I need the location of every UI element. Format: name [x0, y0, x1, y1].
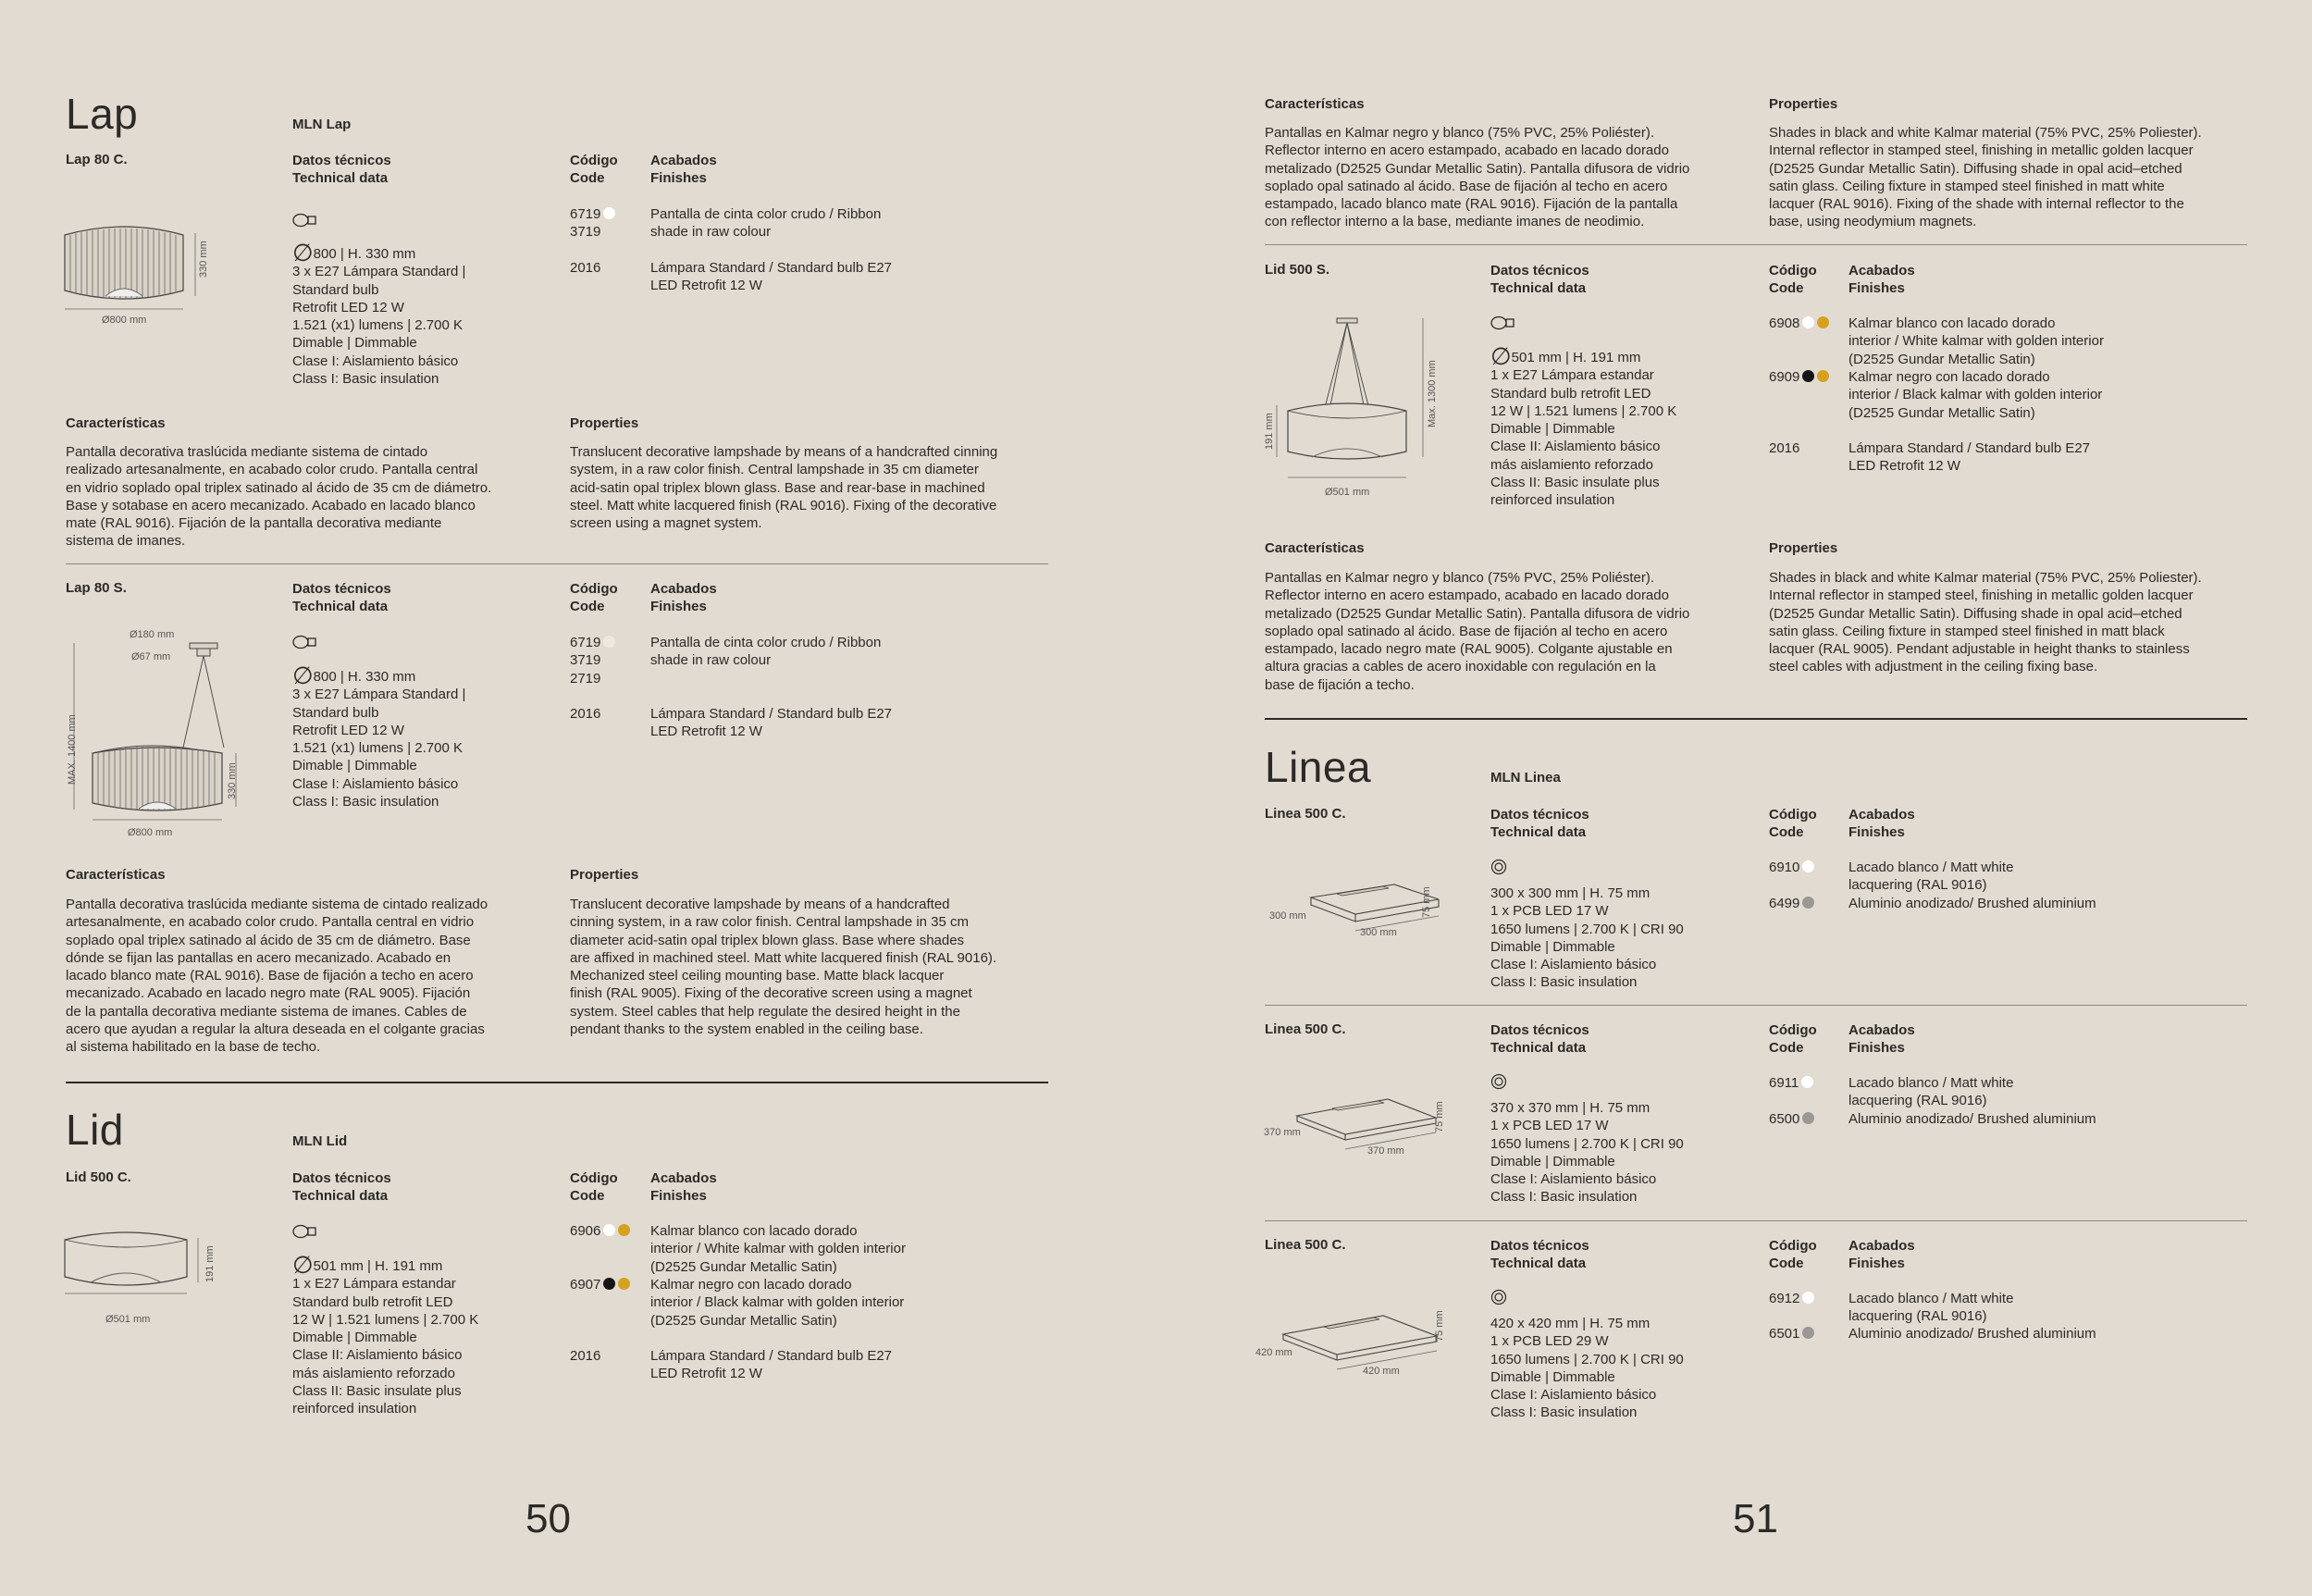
- specs-block: ∅800 | H. 330 mm 3 x E27 Lámpara Standard | Standard bulb Retrofit LED 12 W 1.521 (x1) lumens | 2.700 K Dimable | Dimmable Clase I: Aislamiento básico Class I: Basic insulation: [292, 239, 466, 388]
- finish-bulb: Lámpara Standard / Standard bulb E27 LED Retrofit 12 W: [650, 1348, 893, 1382]
- divider: [1265, 244, 2247, 245]
- code-row-2: 6907: [570, 1276, 630, 1293]
- variant-lap-80-s: Lap 80 S.: [66, 580, 127, 596]
- swatch-gold: [1817, 370, 1829, 382]
- swatch-white: [1802, 1292, 1814, 1304]
- collection-label-lap: MLN Lap: [292, 117, 352, 132]
- tech-header: Datos técnicos Technical data: [292, 581, 391, 615]
- properties-header: Properties: [570, 415, 639, 431]
- dim-h: 75 mm: [1434, 1310, 1445, 1342]
- code-row-2: 6909: [1769, 368, 1829, 386]
- collection-label-lid: MLN Lid: [292, 1133, 348, 1149]
- code-header: Código Code: [570, 153, 618, 187]
- code-header: Código Code: [1769, 263, 1817, 297]
- section-divider: [66, 1082, 1048, 1083]
- properties-header: Properties: [1769, 540, 1838, 556]
- dim-height: 191 mm: [204, 1245, 216, 1282]
- bulb-icon: [292, 1224, 320, 1239]
- bulb-icon: [292, 213, 320, 228]
- code-row-1: 6908: [1769, 315, 1829, 332]
- code-row-1: 6719 3719: [570, 205, 615, 241]
- section-divider: [1265, 718, 2247, 720]
- family-title-lap: Lap: [66, 90, 139, 138]
- properties-text: Shades in black and white Kalmar material (75% PVC, 25% Poliester). Internal reflector in stamped steel, finishing in metallic golden lacquer (D2525 Gundar Metallic Satin). Diffusing shade in opal acid–etched satin glass. Ceiling fixture in stamped steel finished in matt white lacquer (RAL 9016). Fixing of the shade with internal reflector to the base, using neodymium magnets.: [1769, 125, 2202, 230]
- divider: [66, 563, 1048, 564]
- properties-header: Properties: [570, 867, 639, 883]
- specs-block: ∅501 mm | H. 191 mm 1 x E27 Lámpara estandar Standard bulb retrofit LED 12 W | 1.521 lumens | 2.700 K Dimable | Dimmable Clase II: Aislamiento básico más aislamiento reforzado Class II: Basic insulate plus reinforced insulation: [292, 1251, 479, 1417]
- code-header: Código Code: [570, 581, 618, 615]
- specs-block: 370 x 370 mm | H. 75 mm 1 x PCB LED 17 W 1650 lumens | 2.700 K | CRI 90 Dimable | Dimmable Clase I: Aislamiento básico Class I: Basic insulation: [1490, 1100, 1684, 1206]
- swatch-cream: [603, 636, 615, 648]
- dim-top: Ø180 mm: [130, 629, 175, 640]
- characteristics-header: Características: [66, 867, 166, 883]
- tech-header: Datos técnicos Technical data: [292, 1170, 391, 1205]
- swatch-white: [603, 1224, 615, 1236]
- dim-b: 420 mm: [1363, 1366, 1400, 1377]
- code-row-1: 6719 3719 2719: [570, 634, 615, 687]
- swatch-gold: [618, 1224, 630, 1236]
- finish-row-1: Pantalla de cinta color crudo / Ribbon shade in raw colour: [650, 635, 882, 669]
- led-icon: [1490, 1073, 1507, 1090]
- code-bulb: 2016: [570, 1348, 601, 1364]
- dim-height: 330 mm: [198, 241, 209, 278]
- properties-text: Translucent decorative lampshade by means of a handcrafted cinning system, in a raw color finish. Central lampshade in 35 cm diameter acid-satin opal triplex blown glass. Base where shades are affixed in machined steel. Matt white lacquered finish (RAL 9016). Mechanized steel ceiling mounting base. Matte black lacquer finish (RAL 9005). Fixing of the decorative screen using a magnet system. Steel cables that help regulate the desired height in the pendant thanks to the system enabled in the ceiling base.: [570, 897, 997, 1038]
- characteristics-text: Pantallas en Kalmar negro y blanco (75% PVC, 25% Poliéster). Reflector interno en acero estampado, acabado en lacado dorado metalizado (D2525 Gundar Metallic Satin). Pantalla difusora de vidrio soplado opal satinado al ácido. Base de fijación al techo en acero estampado, lacado negro mate (RAL 9005). Colgante ajustable en altura gracias a cables de acero inoxidable con regulación en la base de fijación a techo.: [1265, 570, 1690, 693]
- page-number-right: 51: [1733, 1496, 1778, 1541]
- swatch-grey: [1802, 897, 1814, 909]
- finish-row-1: Pantalla de cinta color crudo / Ribbon shade in raw colour: [650, 206, 882, 241]
- variant-linea-500-c: Linea 500 C.: [1265, 1237, 1346, 1253]
- dim-mid: Ø67 mm: [131, 651, 171, 662]
- specs-block: 300 x 300 mm | H. 75 mm 1 x PCB LED 17 W 1650 lumens | 2.700 K | CRI 90 Dimable | Dimmable Clase I: Aislamiento básico Class I: Basic insulation: [1490, 885, 1684, 991]
- variant-linea-500-c: Linea 500 C.: [1265, 806, 1346, 822]
- tech-header: Datos técnicos Technical data: [1490, 263, 1589, 297]
- bulb-icon: [292, 635, 320, 650]
- tech-header: Datos técnicos Technical data: [1490, 1238, 1589, 1272]
- characteristics-text: Pantalla decorativa traslúcida mediante sistema de cintado realizado artesanalmente, en acabado color crudo. Pantalla central en vidrio soplado opal triplex satinado al ácido de 35 cm de diámetro. Base dónde se fijan las pantallas en acero mecanizado. Acabado en lacado blanco mate (RAL 9016). Base de fijación a techo en acero mecanizado. Acabado en lacado negro mate (RAL 9005). Fijación de la pantalla decorativa mediante sistema de imanes. Cables de acero que ayudan a regular la altura deseada en el colgante gracias al sistema habilitado en la base de techo.: [66, 897, 488, 1056]
- page-number-left: 50: [525, 1496, 571, 1541]
- variant-lid-500-c: Lid 500 C.: [66, 1169, 131, 1185]
- specs-block: ∅800 | H. 330 mm 3 x E27 Lámpara Standard | Standard bulb Retrofit LED 12 W 1.521 (x1) lumens | 2.700 K Dimable | Dimmable Clase I: Aislamiento básico Class I: Basic insulation: [292, 662, 466, 810]
- swatch-black: [603, 1278, 615, 1290]
- collection-label-linea: MLN Linea: [1490, 770, 1561, 786]
- dim-a: 420 mm: [1255, 1347, 1292, 1358]
- properties-text: Shades in black and white Kalmar material (75% PVC, 25% Poliester). Internal reflector in stamped steel, finishing in metallic golden lacquer (D2525 Gundar Metallic Satin). Diffusing shade in opal acid–etched satin glass. Ceiling fixture in stamped steel finished in matt black lacquer (RAL 9005). Pendant adjustable in height thanks to stainless steel cables with adjustment in the ceiling fixing base.: [1769, 570, 2202, 675]
- finish-header: Acabados Finishes: [1848, 1238, 1915, 1272]
- diameter-icon: ∅: [292, 239, 314, 266]
- swatch-white: [1802, 316, 1814, 328]
- lap-ceiling-drawing: [63, 224, 220, 328]
- finish-header: Acabados Finishes: [650, 581, 717, 615]
- characteristics-text: Pantallas en Kalmar negro y blanco (75% PVC, 25% Poliéster). Reflector interno en acero estampado, acabado en lacado dorado metalizado (D2525 Gundar Metallic Satin). Pantalla difusora de vidrio soplado opal satinado al ácido. Base de fijación al techo en acero estampado, lacado blanco mate (RAL 9016). Fijación de la pantalla con reflector interno a la base, mediante imanes de neodimio.: [1265, 125, 1690, 230]
- lid-pendant-drawing: [1266, 313, 1451, 498]
- dim-h: 75 mm: [1421, 886, 1432, 918]
- swatch-grey: [1802, 1327, 1814, 1339]
- finish-header: Acabados Finishes: [1848, 263, 1915, 297]
- variant-lap-80-c: Lap 80 C.: [66, 152, 128, 167]
- finish-header: Acabados Finishes: [1848, 1022, 1915, 1057]
- characteristics-header: Características: [1265, 540, 1365, 556]
- dim-height: 191 mm: [1264, 413, 1275, 450]
- finish-row-1: Lacado blanco / Matt white lacquering (RAL 9016): [1848, 1075, 2014, 1109]
- led-icon: [1490, 859, 1507, 875]
- family-title-linea: Linea: [1265, 743, 1372, 791]
- finish-header: Acabados Finishes: [650, 153, 717, 187]
- dim-max: Max. 1300 mm: [1427, 360, 1438, 427]
- variant-linea-500-c: Linea 500 C.: [1265, 1021, 1346, 1037]
- code-bulb: 2016: [1769, 440, 1800, 456]
- code-row-2: 6500: [1769, 1110, 1814, 1128]
- finish-bulb: Lámpara Standard / Standard bulb E27 LED Retrofit 12 W: [650, 706, 893, 740]
- dim-width: Ø501 mm: [105, 1314, 151, 1325]
- dim-b: 300 mm: [1360, 927, 1397, 938]
- family-title-lid: Lid: [66, 1106, 124, 1154]
- specs-block: ∅501 mm | H. 191 mm 1 x E27 Lámpara estandar Standard bulb retrofit LED 12 W | 1.521 lumens | 2.700 K Dimable | Dimmable Clase II: Aislamiento básico más aislamiento reforzado Class II: Basic insulate plus reinforced insulation: [1490, 342, 1677, 509]
- swatch-white: [1802, 860, 1814, 872]
- characteristics-header: Características: [66, 415, 166, 431]
- tech-header: Datos técnicos Technical data: [1490, 1022, 1589, 1057]
- tech-header: Datos técnicos Technical data: [292, 153, 391, 187]
- finish-row-2: Aluminio anodizado/ Brushed aluminium: [1848, 1326, 2096, 1342]
- diameter-icon: ∅: [1490, 342, 1512, 370]
- code-row-1: 6906: [570, 1222, 630, 1240]
- characteristics-text: Pantalla decorativa traslúcida mediante sistema de cintado realizado artesanalmente, en acabado color crudo. Pantalla central en vidrio soplado opal triplex satinado al ácido de 35 cm de diámetro. Base y sotabase en acero mecanizado. Acabado en lacado blanco mate (RAL 9016). Fijación de la pantalla decorativa mediante sistema de imanes.: [66, 444, 492, 550]
- finish-row-2: Kalmar negro con lacado dorado interior / Black kalmar with golden interior (D2525 Gundar Metallic Satin): [650, 1277, 905, 1329]
- finish-row-2: Kalmar negro con lacado dorado interior / Black kalmar with golden interior (D2525 Gundar Metallic Satin): [1848, 369, 2103, 421]
- finish-row-1: Lacado blanco / Matt white lacquering (RAL 9016): [1848, 860, 2014, 894]
- code-header: Código Code: [570, 1170, 618, 1205]
- dim-a: 300 mm: [1269, 910, 1306, 922]
- finish-header: Acabados Finishes: [650, 1170, 717, 1205]
- finish-bulb: Lámpara Standard / Standard bulb E27 LED Retrofit 12 W: [650, 260, 893, 294]
- finish-row-1: Kalmar blanco con lacado dorado interior / White kalmar with golden interior (D2525 Gundar Metallic Satin): [650, 1223, 906, 1275]
- dim-width: Ø800 mm: [128, 827, 173, 838]
- properties-text: Translucent decorative lampshade by means of a handcrafted cinning system, in a raw color finish. Central lampshade in 35 cm diameter acid-satin opal triplex blown glass. Base and rear-base in machined steel. Matt white lacquered finish (RAL 9016). Fixing of the decorative screen using a magnet system.: [570, 444, 998, 532]
- code-row-2: 6499: [1769, 895, 1814, 912]
- swatch-grey: [1802, 1112, 1814, 1124]
- swatch-white: [603, 207, 615, 219]
- dim-max: MAX. 1400 mm: [67, 714, 78, 785]
- dim-a: 370 mm: [1264, 1127, 1301, 1138]
- variant-lid-500-s: Lid 500 S.: [1265, 262, 1330, 278]
- code-row-1: 6911: [1769, 1074, 1813, 1092]
- diameter-icon: ∅: [292, 662, 314, 689]
- dim-h: 75 mm: [1434, 1101, 1445, 1132]
- swatch-gold: [618, 1278, 630, 1290]
- code-header: Código Code: [1769, 1022, 1817, 1057]
- finish-row-1: Lacado blanco / Matt white lacquering (RAL 9016): [1848, 1291, 2014, 1325]
- swatch-black: [1802, 370, 1814, 382]
- finish-row-2: Aluminio anodizado/ Brushed aluminium: [1848, 896, 2096, 911]
- swatch-gold: [1817, 316, 1829, 328]
- specs-block: 420 x 420 mm | H. 75 mm 1 x PCB LED 29 W 1650 lumens | 2.700 K | CRI 90 Dimable | Dimmable Clase I: Aislamiento básico Class I: Basic insulation: [1490, 1316, 1684, 1421]
- led-icon: [1490, 1289, 1507, 1305]
- code-header: Código Code: [1769, 807, 1817, 841]
- tech-header: Datos técnicos Technical data: [1490, 807, 1589, 841]
- diameter-icon: ∅: [292, 1251, 314, 1279]
- finish-bulb: Lámpara Standard / Standard bulb E27 LED Retrofit 12 W: [1848, 440, 2091, 475]
- code-row-1: 6912: [1769, 1290, 1814, 1307]
- dim-b: 370 mm: [1367, 1145, 1404, 1157]
- code-row-2: 6501: [1769, 1325, 1814, 1342]
- code-header: Código Code: [1769, 1238, 1817, 1272]
- code-row-1: 6910: [1769, 859, 1814, 876]
- swatch-white: [1801, 1076, 1813, 1088]
- finish-header: Acabados Finishes: [1848, 807, 1915, 841]
- divider: [1265, 1005, 2247, 1006]
- code-bulb: 2016: [570, 706, 601, 722]
- characteristics-header: Características: [1265, 96, 1365, 112]
- finish-row-2: Aluminio anodizado/ Brushed aluminium: [1848, 1111, 2096, 1127]
- divider: [1265, 1220, 2247, 1221]
- dim-height: 330 mm: [227, 762, 238, 799]
- finish-row-1: Kalmar blanco con lacado dorado interior / White kalmar with golden interior (D2525 Gundar Metallic Satin): [1848, 315, 2104, 367]
- bulb-icon: [1490, 315, 1518, 330]
- dim-width: Ø501 mm: [1325, 487, 1370, 498]
- properties-header: Properties: [1769, 96, 1838, 112]
- dim-width: Ø800 mm: [102, 315, 147, 326]
- code-bulb: 2016: [570, 260, 601, 276]
